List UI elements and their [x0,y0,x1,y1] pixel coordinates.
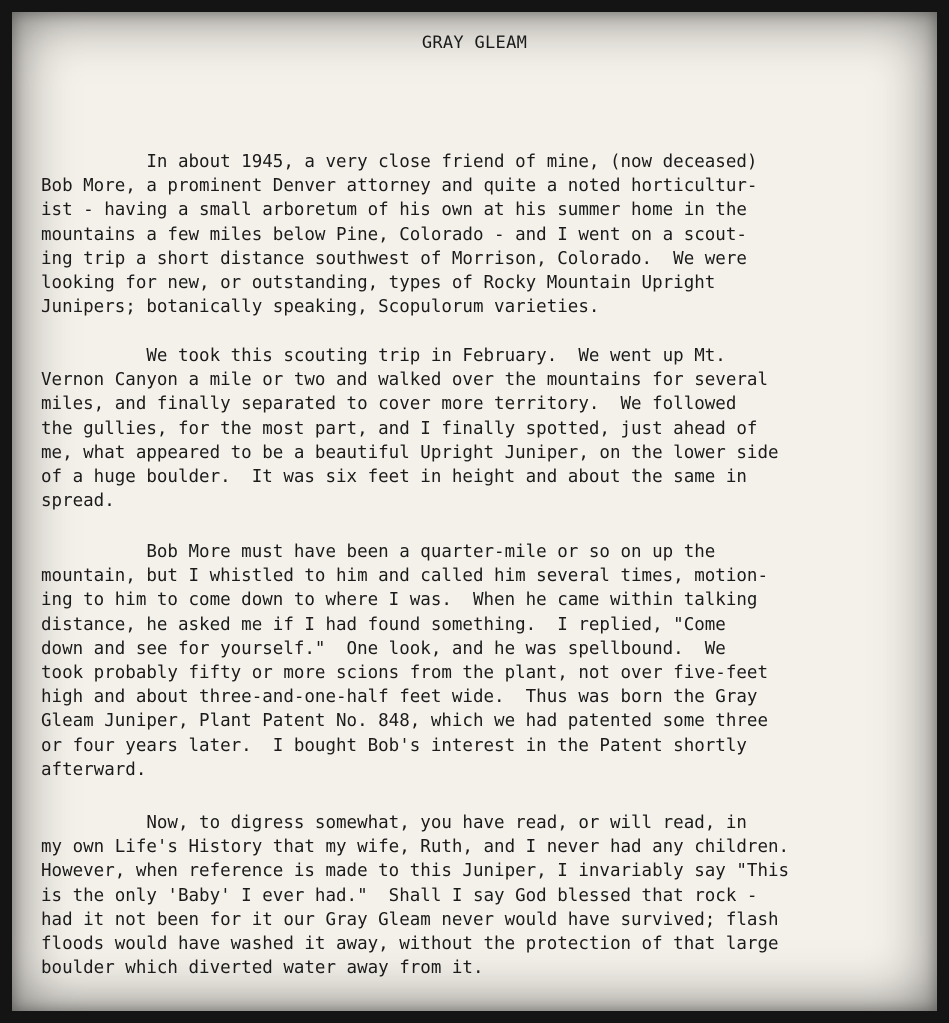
paragraph-4: Now, to digress somewhat, you have read, or will read, in my own Life's History that my wife, Ruth, and I never had any children. However, when reference is made to this Juniper, I invariably say "This is the only 'Baby' I ever had." Shall I say God blessed that rock - had it not been for it our Gray Gleam never would have survived; flash floods would have washed it away, without the protection of that large boulder which diverted water away from it. [41,813,790,979]
paragraph-1: In about 1945, a very close friend of mine, (now deceased) Bob More, a prominent Denver attorney and quite a noted horticultur- ist - having a small arboretum of his own at his summer home in the mountains a few miles below Pine, Colorado - and I went on a scout- ing trip a short distance southwest of Morrison, Colorado. We were looking for new, or outstanding, types of Rocky Mountain Upright Junipers; botanically speaking, Scopulorum varieties. [41,152,758,318]
paragraph-3: Bob More must have been a quarter-mile or so on up the mountain, but I whistled to him and called him several times, motion- ing to him to come down to where I was. When he came within talking distance, he asked me if I had found something. I replied, "Come down and see for yourself." One look, and he was spellbound. We took probably fifty or more scions from the plant, not over five-feet high and about three-and-one-half feet wide. Thus was born the Gray Gleam Juniper, Plant Patent No. 848, which we had patented some three or four years later. I bought Bob's interest in the Patent shortly afterward. [41,542,768,780]
document-title: GRAY GLEAM [421,33,528,53]
paragraph-2: We took this scouting trip in February. We went up Mt. Vernon Canyon a mile or two and walked over the mountains for several miles, and finally separated to cover more territory. We followed the gullies, for the most part, and I finally spotted, just ahead of me, what appeared to be a beautiful Upright Juniper, on the lower side of a huge boulder. It was six feet in height and about the same in spread. [41,346,779,512]
typed-page [12,12,937,1011]
